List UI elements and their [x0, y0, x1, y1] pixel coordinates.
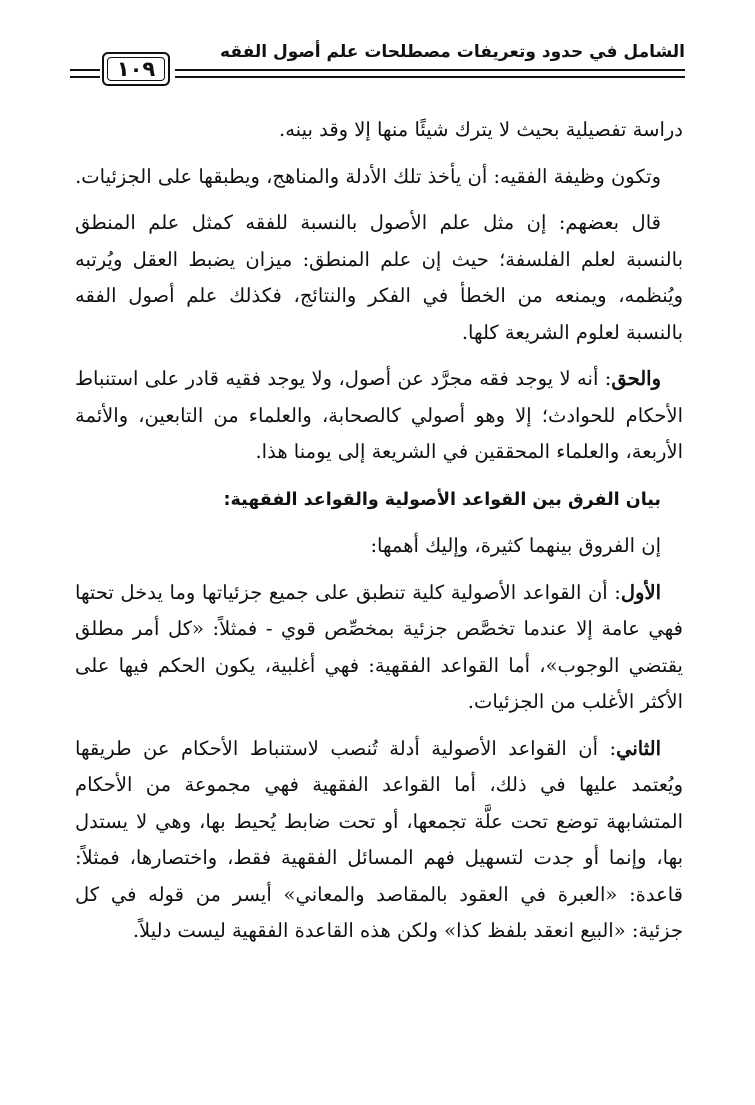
paragraph — [75, 159, 683, 196]
paragraph-lead: والحق — [611, 367, 661, 390]
header-rule-bottom — [175, 76, 685, 78]
paragraph — [75, 731, 683, 950]
paragraph — [75, 361, 683, 471]
paragraph-text: إن الفروق بينهما كثيرة، وإليك أهمها: — [370, 534, 661, 557]
page-body — [75, 112, 683, 960]
page-header — [70, 42, 685, 88]
header-rule-left-top — [70, 69, 100, 71]
paragraph-text: : أنه لا يوجد فقه مجرَّد عن أصول، ولا يوجد فقيه قادر على استنباط الأحكام للحوادث؛ إلا وهو أصولي كالصحابة، والعلماء من التابعين، والأئمة الأربعة، والعلماء المحققين في الشريعة إلى يومنا هذا. — [75, 367, 683, 463]
section-heading — [75, 481, 683, 519]
page-number: ١٠٩ — [102, 52, 170, 86]
paragraph-text: : أن القواعد الأصولية أدلة تُنصب لاستنباط الأحكام عن طريقها ويُعتمد عليها في ذلك، أما القواعد الفقهية فهي مجموعة من الأحكام المتشابهة توضع تحت علَّة تجمعها، أو تحت ضابط يُحيط بها، وهي لا يستدل بها، وإنما أو جدت لتسهيل فهم المسائل الفقهية فقط، واختصارها، فمثلاً: قاعدة: «العبرة في العقود بالمقاصد والمعاني» أيسر من قوله في كل جزئية: «البيع انعقد بلفظ كذا» ولكن هذه القاعدة الفقهية ليست دليلاً. — [75, 736, 683, 942]
paragraph-text: : أن القواعد الأصولية كلية تنطبق على جميع جزئياتها وما يدخل تحتها فهي عامة إلا عندما تخصَّص جزئية بمخصِّص قوي - فمثلاً: «كل أمر مطلق يقتضي الوجوب»، أما القواعد الفقهية: فهي أغلبية، يكون الحكم فيها على الأكثر الأغلب من الجزئيات. — [75, 580, 683, 713]
section-heading-text: بيان الفرق بين القواعد الأصولية والقواعد الفقهية: — [223, 489, 661, 510]
paragraph — [75, 112, 683, 149]
header-rule-left-bottom — [70, 76, 100, 78]
paragraph-text: دراسة تفصيلية بحيث لا يترك شيئًا منها إلا وقد بينه. — [279, 118, 683, 141]
paragraph-lead: الأول — [620, 580, 661, 604]
paragraph — [75, 575, 683, 721]
paragraph — [75, 205, 683, 351]
header-rule-top — [175, 69, 685, 71]
paragraph-lead: الثاني — [616, 736, 661, 760]
paragraph-text: وتكون وظيفة الفقيه: أن يأخذ تلك الأدلة والمناهج، ويطبقها على الجزئيات. — [75, 164, 661, 188]
paragraph — [75, 528, 683, 565]
paragraph-text: قال بعضهم: إن مثل علم الأصول بالنسبة للفقه كمثل علم المنطق بالنسبة لعلم الفلسفة؛ حيث إن علم المنطق: ميزان يضبط العقل ويُرتبه ويُنظمه، ويمنعه من الخطأ في الفكر والنتائج، فكذلك علم أصول الفقه بالنسبة لعلوم الشريعة كلها. — [75, 211, 683, 344]
running-title: الشامل في حدود وتعريفات مصطلحات علم أصول الفقه — [220, 42, 685, 62]
